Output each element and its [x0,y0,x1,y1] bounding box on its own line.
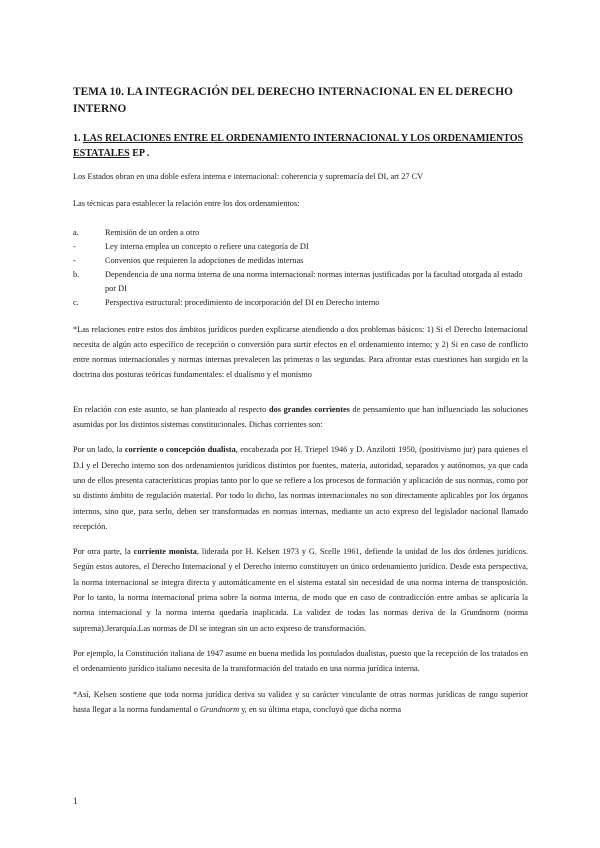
bold-term: corriente o concepción dualista [124,445,236,455]
paragraph-relaciones: *Las relaciones entre estos dos ámbitos jurídicos pueden explicarse atendiendo a dos problemas básicos: 1) Si el Derecho Internacional necesita de algún acto específico de recepción o conversión para surtir efectos en el ordenamiento interno; y 2) Si en caso de conflicto entre normas internacionales y normas internas prevalecen las primeras o las segundas. Para afrontar estas cuestiones han surgido en la doctrina dos posturas teóricas fundamentales: el dualismo y el monismo [73,324,528,380]
text-run: de pensamiento que han influenciado las soluciones asumidas por los distintos sistemas constitucionales. Dichas corrientes son: [73,404,528,430]
text-run: En relación con este asunto, se han planteado al respecto [73,404,269,414]
bold-term: corriente monista [133,547,197,557]
list-item [73,268,528,296]
section-number: 1. [73,133,81,144]
list-marker: b. [73,269,80,279]
text-run: *Así, Kelsen sostiene que toda norma jurídica deriva su validez y su carácter vinculante de otras normas jurídicas de rango superior hasta llegar a la norma fundamental o [73,689,528,714]
paragraph-dualista [73,442,528,534]
italic-term: Grundnorm [199,704,240,714]
list-item [73,296,528,310]
list-item [73,254,528,268]
techniques-list [73,226,528,310]
paragraph-kelsen [73,687,528,718]
text-run: Por otra parte, la [73,547,134,557]
list-marker: c. [73,297,79,307]
paragraph-estados: Los Estados obran en una doble esfera interna e internacional: coherencia y supremacía del DI, art 27 CV [73,172,424,181]
text-run: , liderada por H. Kelsen 1973 y G. Scelle 1961, defiende la unidad de los dos órdenes jurídicos. Según estos autores, el Derecho Internacional y el Derecho interno constituyen un único ordenamiento jurídico. Desde esta perspectiva, la norma internacional se integra directa y automáticamente en el sistema estatal sin necesidad de una norma interna de transposición. Por lo tanto, la norma internacional prima sobre la norma interna, de modo que en caso de contradicción entre ambas se aplicaría la norma internacional y la norma interna quedaría inaplicada. La validez de todas las normas deriva de la Grundnorm (norma suprema).Jerarquía.Las normas de DI se integran sin un acto expreso de transformación. [73,547,528,633]
list-marker: a. [73,227,79,237]
section-title: LAS RELACIONES ENTRE EL ORDENAMIENTO INTERNACIONAL Y LOS ORDENAMIENTOS ESTATALES [73,133,524,159]
page-content [73,84,528,717]
paragraph-tecnicas: Las técnicas para establecer la relación entre los dos ordenamientos: [73,199,300,209]
list-marker: - [73,255,76,265]
paragraph-monista [73,544,528,636]
text-run: , encabezada por H. Triepel 1946 y D. Anzilotti 1950, (positivismo jur) para quienes el D.I y el Derecho interno son dos ordenamientos jurídicos distintos por fuentes, materia, autoridad, separados y autónomos, ya que cada uno de ellos presenta características propias tanto por lo que se refiere a los procesos de formación y aplicación de sus normas, como por su distinto ámbito de regulación material. Por todo lo dicho, las normas internacionales no son directamente aplicables por los órganos internos, sino que, para serlo, deben ser transformadas en normas internas, mediante un acto expreso del legislador nacional llamado recepción. [73,445,529,531]
list-item-text: Remisión de un orden a otro [105,227,200,237]
list-item-text: Ley interna emplea un concepto o refiere una categoría de DI [105,241,309,251]
paragraph-italia: Por ejemplo, la Constitución italiana de 1947 asume en buena medida los postulados dualistas, puesto que la recepción de los tratados en el ordenamiento jurídico italiano necesita de la transformación del tratado en una norma jurídica interna. [73,648,528,674]
paragraph-corrientes [73,402,528,433]
section-suffix: EP . [129,147,150,159]
list-item-text: Convenios que requieren la adopciones de medidas internas [105,255,304,265]
list-item-text: Dependencia de una norma interna de una norma internacional: normas internas justificadas por la facultad otorgada al estado por DI [105,269,523,293]
bold-term: dos grandes corrientes [268,404,350,414]
list-item-text: Perspectiva estructural: procedimiento de incorporación del DI en Derecho interno [105,297,380,307]
text-run: y, en su última etapa, concluyó que dicha norma [239,704,402,714]
list-item [73,240,528,254]
page-number: 1 [73,796,78,806]
list-marker: - [73,241,76,251]
page-title: TEMA 10. LA INTEGRACIÓN DEL DERECHO INTERNACIONAL EN EL DERECHO INTERNO [73,86,514,115]
list-item [73,226,528,240]
text-run: Por un lado, la [73,445,125,455]
section-heading [73,132,528,161]
